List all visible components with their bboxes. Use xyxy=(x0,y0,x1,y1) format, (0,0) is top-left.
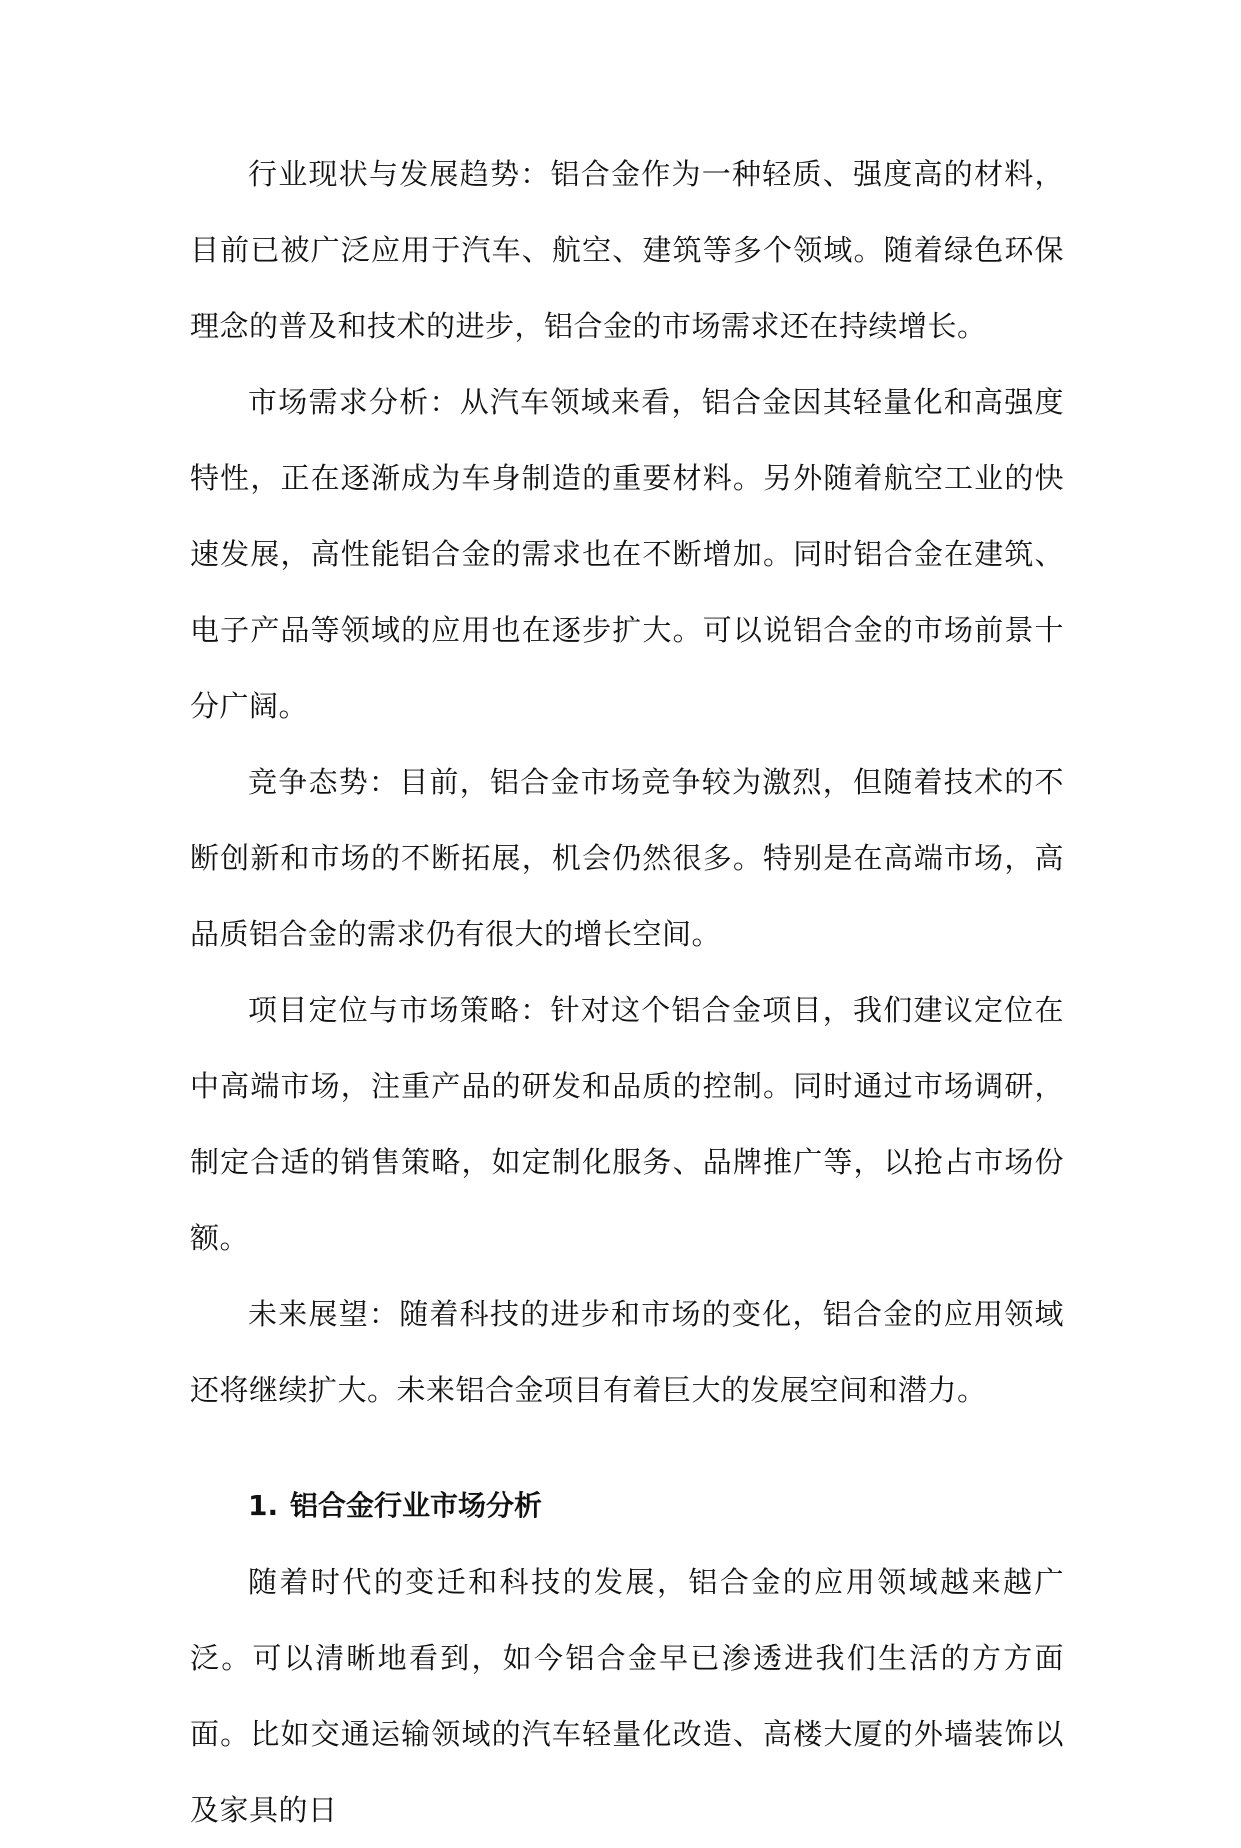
paragraph-future-outlook: 未来展望：随着科技的进步和市场的变化，铝合金的应用领域还将继续扩大。未来铝合金项目有着巨大的发展空间和潜力。 xyxy=(190,1297,1064,1407)
paragraph-positioning-strategy: 项目定位与市场策略：针对这个铝合金项目，我们建议定位在中高端市场，注重产品的研发和品质的控制。同时通过市场调研，制定合适的销售策略，如定制化服务、品牌推广等，以抢占市场份额。 xyxy=(190,993,1064,1255)
section-number: 1. xyxy=(248,1489,279,1522)
section-heading xyxy=(190,1468,1064,1544)
paragraph-section-intro: 随着时代的变迁和科技的发展，铝合金的应用领域越来越广泛。可以清晰地看到，如今铝合金早已渗透进我们生活的方方面面。比如交通运输领域的汽车轻量化改造、高楼大厦的外墙装饰以及家具的日 xyxy=(190,1565,1064,1827)
paragraph-market-demand: 市场需求分析：从汽车领域来看，铝合金因其轻量化和高强度特性，正在逐渐成为车身制造的重要材料。另外随着航空工业的快速发展，高性能铝合金的需求也在不断增加。同时铝合金在建筑、电子产品等领域的应用也在逐步扩大。可以说铝合金的市场前景十分广阔。 xyxy=(190,385,1064,723)
section-title: 铝合金行业市场分析 xyxy=(290,1489,543,1522)
paragraph-industry-status: 行业现状与发展趋势：铝合金作为一种轻质、强度高的材料，目前已被广泛应用于汽车、航空、建筑等多个领域。随着绿色环保理念的普及和技术的进步，铝合金的市场需求还在持续增长。 xyxy=(190,157,1064,343)
paragraph-competition: 竞争态势：目前，铝合金市场竞争较为激烈，但随着技术的不断创新和市场的不断拓展，机会仍然很多。特别是在高端市场，高品质铝合金的需求仍有很大的增长空间。 xyxy=(190,765,1064,951)
document-page xyxy=(190,136,1064,1848)
